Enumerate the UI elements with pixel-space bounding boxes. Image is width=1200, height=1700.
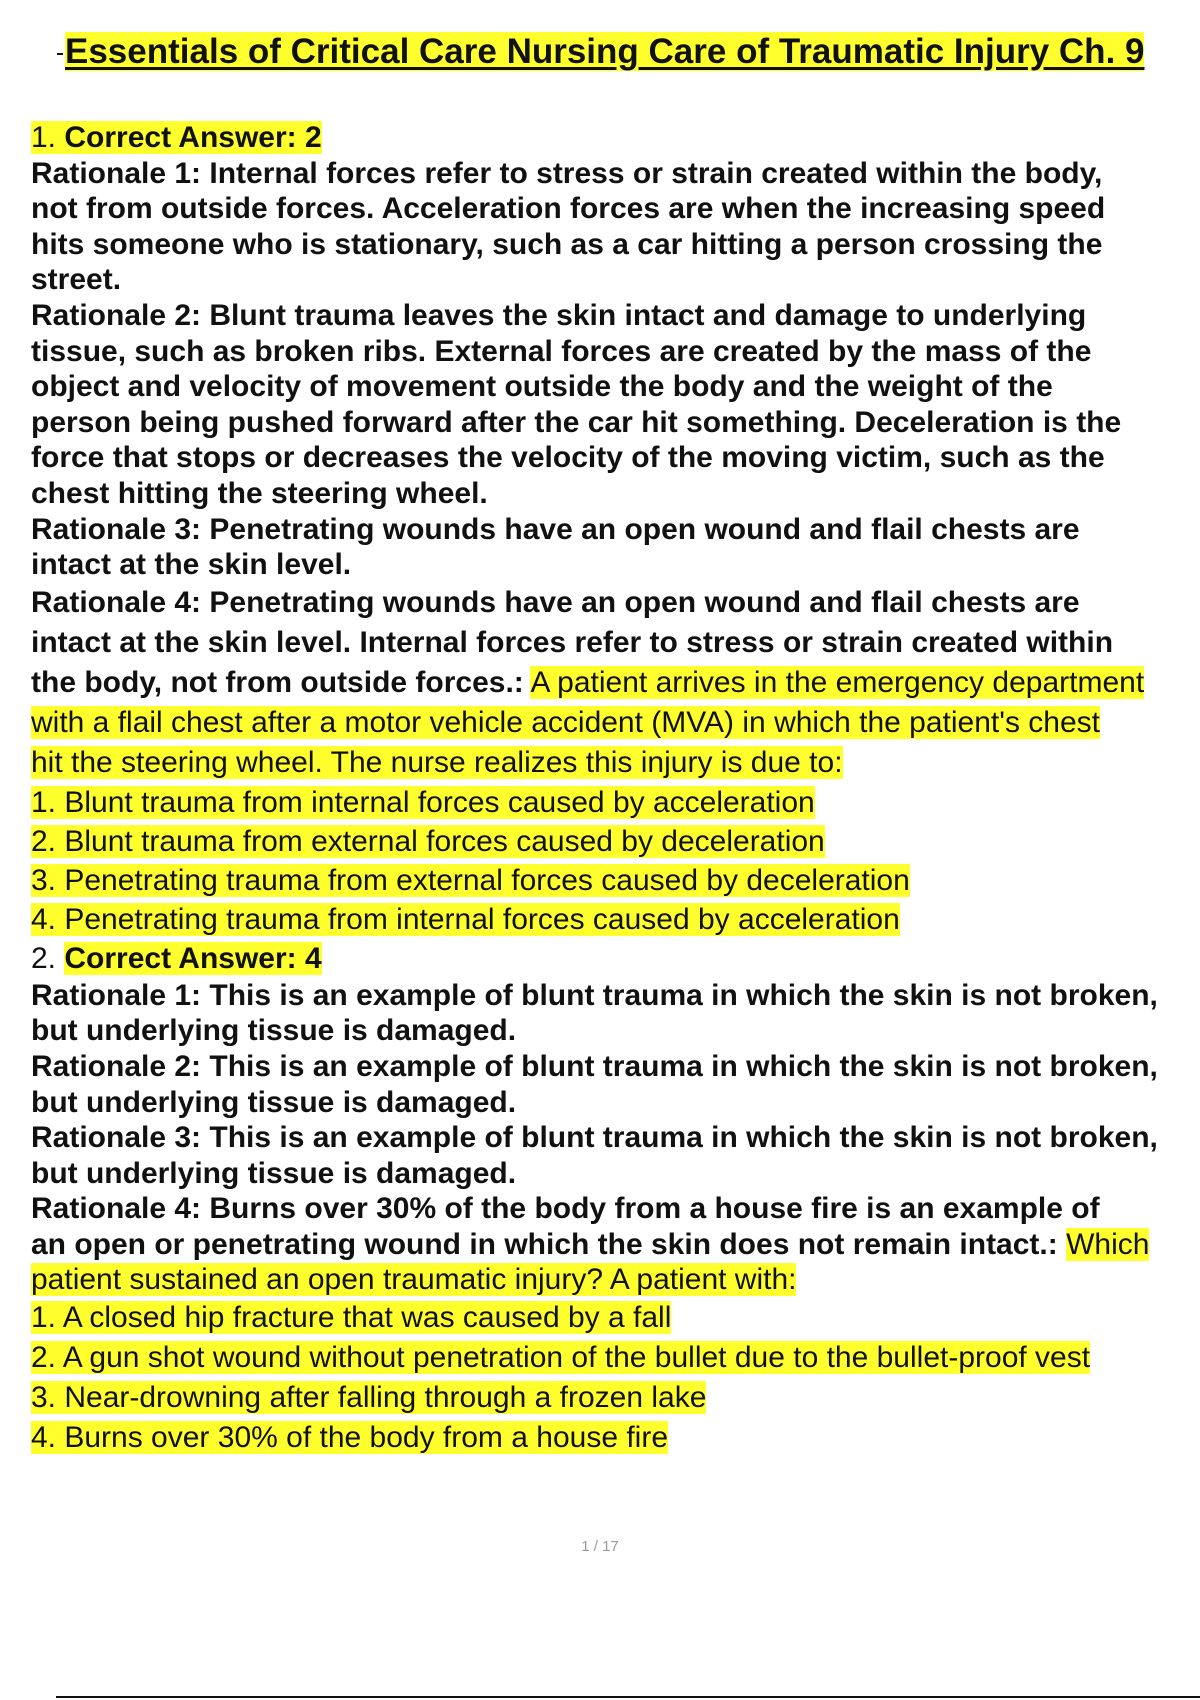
q2-question-line xyxy=(31,1262,1200,1298)
q2-question-text: patient sustained an open traumatic injury? A patient with: xyxy=(31,1263,797,1297)
q1-number: 1. xyxy=(31,121,57,154)
document-title xyxy=(57,30,1144,74)
q1-rationale-2-line: chest hitting the steering wheel. xyxy=(31,476,488,510)
q1-rationale-1-line: street. xyxy=(31,263,122,297)
q2-number: 2. xyxy=(31,941,57,975)
q1-option xyxy=(31,822,1200,861)
q1-rationale-3-line: Rationale 3: Penetrating wounds have an open wound and flail chests are xyxy=(31,512,1080,546)
page-bottom-rule xyxy=(56,1696,1200,1698)
q1-rationale-3-line: intact at the skin level. xyxy=(31,548,352,582)
q2-rationales xyxy=(31,978,1200,1227)
q2-rationale-1-line: but underlying tissue is damaged. xyxy=(31,1014,517,1048)
q1-option-text: 1. Blunt trauma from internal forces caused by acceleration xyxy=(31,785,815,819)
document-title-text: Essentials of Critical Care Nursing Care of Traumatic Injury Ch. 9 xyxy=(65,32,1145,71)
q1-rationale-2-line: force that stops or decreases the velocity of the moving victim, such as the xyxy=(31,441,1105,475)
q2-question-text: Which xyxy=(1066,1227,1150,1261)
q2-correct-answer: Correct Answer: 4 xyxy=(64,941,322,975)
q2-option xyxy=(31,1298,1200,1338)
q2-rationale-4-line-end: an open or penetrating wound in which the skin does not remain intact.: xyxy=(31,1227,1058,1261)
q2-rationale-4-question-line xyxy=(31,1227,1200,1263)
q1-rationale-4-line: Rationale 4: Penetrating wounds have an open wound and flail chests are xyxy=(31,585,1080,619)
q2-option-text: 3. Near-drowning after falling through a frozen lake xyxy=(31,1381,707,1415)
q1-rationales xyxy=(31,156,1200,663)
q2-rationale-2-line: Rationale 2: This is an example of blunt trauma in which the skin is not broken, xyxy=(31,1049,1158,1083)
q2-rationale-3-line: but underlying tissue is damaged. xyxy=(31,1156,517,1190)
q1-rationale-2-line: Rationale 2: Blunt trauma leaves the skin intact and damage to underlying xyxy=(31,298,1087,332)
q2-option-text: 1. A closed hip fracture that was caused by a fall xyxy=(31,1301,672,1335)
q1-question-line xyxy=(31,743,1200,783)
q1-correct-answer: Correct Answer: 2 xyxy=(64,121,322,154)
q1-rationale-2-line: tissue, such as broken ribs. External forces are created by the mass of the xyxy=(31,334,1092,368)
q2-option-text: 2. A gun shot wound without penetration of the bullet due to the bullet-proof vest xyxy=(31,1341,1091,1375)
q1-rationale-4-line: intact at the skin level. Internal forces refer to stress or strain created within xyxy=(31,625,1114,659)
q2-rationale-3-line: Rationale 3: This is an example of blunt trauma in which the skin is not broken, xyxy=(31,1121,1158,1155)
q1-option-text: 3. Penetrating trauma from external forces caused by deceleration xyxy=(31,863,910,897)
title-dash-mark xyxy=(57,53,63,55)
q1-question-text: A patient arrives in the emergency department xyxy=(530,665,1145,699)
q1-option xyxy=(31,783,1200,822)
q1-option xyxy=(31,861,1200,900)
q1-rationale-4-line-end: the body, not from outside forces.: xyxy=(31,665,524,699)
q2-option xyxy=(31,1378,1200,1418)
q2-option xyxy=(31,1338,1200,1378)
q1-rationale-1-line: not from outside forces. Acceleration forces are when the increasing speed xyxy=(31,192,1106,226)
q2-rationale-1-line: Rationale 1: This is an example of blunt trauma in which the skin is not broken, xyxy=(31,978,1158,1012)
q1-answer-line xyxy=(31,120,1200,156)
q1-question-text: hit the steering wheel. The nurse realizes this injury is due to: xyxy=(31,745,843,779)
q1-rationale-2-line: object and velocity of movement outside the body and the weight of the xyxy=(31,370,1053,404)
q1-rationale-4-question-line xyxy=(31,663,1200,703)
q2-rationale-2-line: but underlying tissue is damaged. xyxy=(31,1085,517,1119)
q1-rationale-1-line: Rationale 1: Internal forces refer to stress or strain created within the body, xyxy=(31,156,1103,190)
q1-option-text: 4. Penetrating trauma from internal forces caused by acceleration xyxy=(31,902,900,936)
q1-rationale-1-line: hits someone who is stationary, such as a car hitting a person crossing the xyxy=(31,227,1103,261)
q1-rationale-2-line: person being pushed forward after the car hit something. Deceleration is the xyxy=(31,405,1122,439)
q2-answer-line xyxy=(31,939,1200,978)
q1-question-line xyxy=(31,703,1200,743)
q2-option-text: 4. Burns over 30% of the body from a house fire xyxy=(31,1421,669,1455)
document-body xyxy=(31,120,1200,1458)
q1-question-text: with a flail chest after a motor vehicle accident (MVA) in which the patient's chest xyxy=(31,705,1100,739)
q2-rationale-4-line: Rationale 4: Burns over 30% of the body from a house fire is an example of xyxy=(31,1192,1100,1226)
q1-option xyxy=(31,900,1200,939)
q2-option xyxy=(31,1418,1200,1458)
page-indicator: 1 / 17 xyxy=(581,1538,619,1555)
q1-option-text: 2. Blunt trauma from external forces caused by deceleration xyxy=(31,824,825,858)
